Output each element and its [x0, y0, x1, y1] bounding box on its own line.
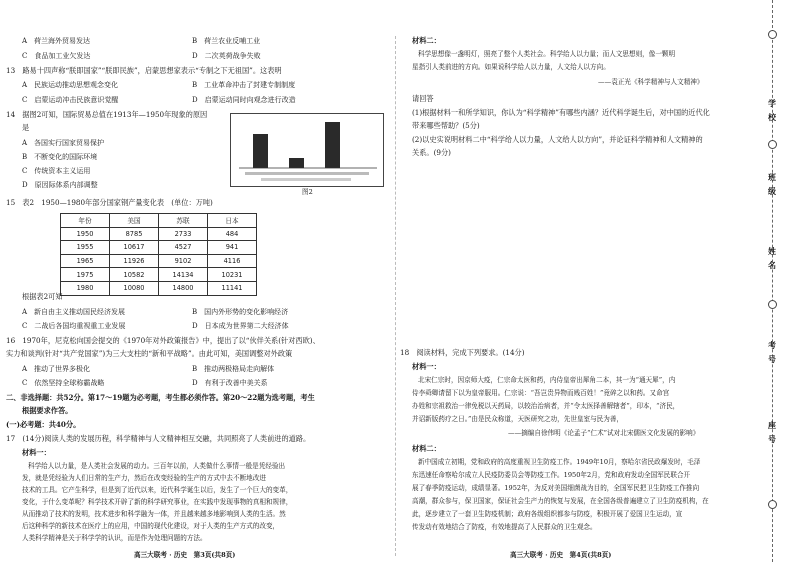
table-cell: 8785	[110, 227, 159, 241]
q18-material-2-line: 高潮，群众参与，保卫国家，保证社会生产力的恢复与发展，在全国各级普遍建立了卫生防疫机构，在	[412, 497, 709, 505]
question-15: 15 表2 1950—1980年部分国家钢产量变化表 (单位：万吨)	[6, 198, 213, 207]
q12-option-d: D 二次英荷战争失败	[192, 52, 261, 60]
figure-2-illegible-labels	[245, 172, 369, 175]
q13-option-d: D 启蒙运动同时向观念进行改造	[192, 96, 296, 104]
figure-2-bar-1	[253, 134, 268, 168]
figure-2-svg	[231, 114, 383, 186]
page-divider	[395, 36, 396, 556]
table-cell: 1950	[61, 227, 110, 241]
binding-label: 座	[768, 420, 776, 430]
q12-option-b: B 荷兰农业反哺工业	[192, 37, 261, 45]
q17-material-1-line: 科学给人以力量，是人类社会发展的动力。三百年以前，人类做什么事情一般是凭经验出	[28, 462, 286, 470]
q18-material-2-line: 传发动有效地结合了防疫，有效地提高了人民群众的卫生观念。	[412, 523, 597, 531]
q17-material-1-line: 发，就是凭经验为人们日常的生产力，然后在改变经验的生产的方式中去不断地改进	[22, 474, 266, 482]
q18-material-1-label: 材料一：	[412, 362, 441, 371]
binding-margin	[752, 0, 794, 562]
steel-table	[60, 213, 257, 296]
q18-material-1-line: 办姓和宗祖救治一律免税以天药局，以较治治病者，并“令太医择善解辖者”，印本，“济民，	[412, 402, 680, 410]
table-cell: 11926	[110, 254, 159, 268]
question-18: 18 阅读材料，完成下列要求。(14分)	[400, 348, 525, 357]
binding-label: 姓	[768, 246, 776, 256]
q12-option-c: C 食品加工业欠发达	[22, 52, 91, 60]
table-cell: 10231	[208, 268, 257, 282]
table-cell: 4527	[159, 241, 208, 255]
q17-ask-2-line1: (2)以史实说明材料二中“科学给人以力量，人文给人以方向”，并论证科学精神和人文精神的	[412, 135, 703, 144]
answer-prompt: 请回答	[412, 94, 434, 103]
q12-option-a: A 荷兰海外贸易发达	[22, 37, 91, 45]
q13-option-b: B 工业革命冲击了封建专制制度	[192, 81, 296, 89]
question-14-line1: 14 据图2可知，国际贸易总值在1913年—1950年现象的原因	[6, 110, 208, 119]
q16-option-a: A 推动了世界多极化	[22, 365, 91, 373]
section-2-heading-line1: 二、非选择题：共52分。第17～19题为必考题，考生都必须作答。第20～22题为选考题，考生	[6, 393, 315, 402]
q18-material-2-line: 展了春季防疫运动，成绩显著。1952年，为反对美国细菌战为目的，全国军民把卫生防疫工作推向	[412, 484, 700, 492]
table-cell: 1975	[61, 268, 110, 282]
table-cell: 10080	[110, 281, 159, 295]
q18-material-2-line: 此，逐步建立了一套卫生防疫机制；政府各级组织都参与防疫，积极开展了爱国卫生运动，宣	[412, 510, 683, 518]
binding-label: 校	[768, 112, 776, 122]
q16-option-c: C 依然坚持全球称霸战略	[22, 379, 105, 387]
question-16-line2: 实力和谈判(针对“共产党国家”)为三大支柱的“新和平战略”。由此可知，美国调整对外政策	[6, 349, 293, 358]
section-2-heading-line2: 根据要求作答。	[22, 406, 73, 415]
q18-material-1-line: 北宋仁宗时，因京师大疫，仁宗命太医和药，内侍皇帝出犀角二本，其一为“通天犀”，内	[418, 376, 676, 384]
binding-label: 考	[768, 340, 776, 350]
q17-material-1-line: 后这种科学的新技术在医疗上的应用，中国的现代化建设，对于人类的生产方式的改变，	[22, 522, 280, 530]
table-cell: 1965	[61, 254, 110, 268]
table-row	[61, 227, 257, 241]
table-cell: 4116	[208, 254, 257, 268]
q14-option-d: D 原因际体系内部调整	[22, 181, 98, 189]
table-header: 苏联	[159, 214, 208, 228]
q15-option-c: C 二战后各国均重视重工业发展	[22, 322, 126, 330]
q15-option-d: D 日本成为世界第二大经济体	[192, 322, 289, 330]
table-cell: 10582	[110, 268, 159, 282]
binding-circle	[768, 30, 777, 39]
binding-label: 名	[768, 260, 776, 270]
q17-material-1-label: 材料一：	[22, 448, 51, 457]
q16-option-d: D 有利于改善中美关系	[192, 379, 268, 387]
q16-option-b: B 推动两极格局走向解体	[192, 365, 275, 373]
binding-circle	[768, 140, 777, 149]
table-row	[61, 254, 257, 268]
binding-label: 号	[768, 434, 776, 444]
q17-material-2-line: 科学思想像一盏明灯，照亮了整个人类社会。科学给人以力量；而人文思想则，像一颗明	[418, 50, 676, 58]
table-header-row	[61, 214, 257, 228]
q18-material-1-line: 侍李舜卿请留下以为皇帝服用。仁宗说：“吾岂贵异物而贱百姓！”竟碎之以和药。又命宫	[412, 389, 670, 397]
q14-option-a: A 各国实行国家贸易保护	[22, 139, 105, 147]
table-cell: 1980	[61, 281, 110, 295]
q18-material-2-line: 新中国成立初期，党和政府的高度重视卫生防疫工作。1949年10月，察哈尔省民政爆发时，毛泽	[418, 458, 701, 466]
left-page	[0, 0, 392, 562]
q14-option-b: B 不断变化的国际环境	[22, 153, 98, 161]
table-header: 年份	[61, 214, 110, 228]
binding-label: 级	[768, 186, 776, 196]
figure-2-bar-2	[289, 158, 304, 168]
binding-label: 班	[768, 172, 776, 182]
binding-circle	[768, 500, 777, 509]
table-cell: 941	[208, 241, 257, 255]
table-header: 日本	[208, 214, 257, 228]
table-row	[61, 241, 257, 255]
q17-material-2-label: 材料二：	[412, 36, 441, 45]
required-heading: (一)必考题：共40分。	[6, 420, 81, 429]
figure-2-bar-3	[325, 122, 340, 168]
binding-line	[772, 0, 773, 562]
figure-2-illegible-caption	[261, 178, 351, 181]
q18-material-2-label: 材料二：	[412, 444, 441, 453]
page-footer-right: 高三大联考 · 历史 第4页(共8页)	[510, 551, 612, 559]
table-cell: 484	[208, 227, 257, 241]
binding-label: 学	[768, 98, 776, 108]
question-17: 17 (14分)阅读人类的发展历程，科学精神与人文精神相互交融，共同照亮了人类前进的道路。	[6, 434, 311, 443]
q15-option-b: B 国内外形势的变化影响经济	[192, 308, 289, 316]
question-14-line2: 是	[22, 123, 30, 132]
binding-label: 号	[768, 354, 776, 364]
q18-material-2-line: 东迅速任命察哈尔成立人民疫防委员会等防疫工作。1950年2月，党和政府发动全国军民联合开	[412, 471, 691, 479]
q17-ask-1-line1: (1)根据材料一和所学知识，你认为“科学精神”有哪些内涵？近代科学诞生后，对中国的近代化	[412, 108, 710, 117]
q17-material-1-line: 技术的工具。它产生科学，但是到了近代以来，近代科学诞生以后，发生了一个巨大的变革，	[22, 486, 293, 494]
q18-material-1-line: 并诏新版药疗之日。”由是民众称道，天医研究之功，先世皇室与民为善，	[412, 415, 624, 423]
q15-option-a: A 新自由主义推动国民经济发展	[22, 308, 126, 316]
table-cell: 2733	[159, 227, 208, 241]
table-cell: 11141	[208, 281, 257, 295]
q17-material-2-source: ——袁正光《科学精神与人文精神》	[598, 78, 704, 86]
table-cell: 14800	[159, 281, 208, 295]
table-cell: 10617	[110, 241, 159, 255]
q14-option-c: C 传统资本主义运用	[22, 167, 91, 175]
q13-option-a: A 民族运动推动思想观念变化	[22, 81, 119, 89]
q15-lead: 根据表2可知	[22, 292, 63, 301]
table-row	[61, 268, 257, 282]
table-cell: 14134	[159, 268, 208, 282]
q17-material-1-line: 从而推动了技术的发明，技术进步和科学融为一体，并且越来越多地影响到人类的生活。然	[22, 510, 286, 518]
q17-material-2-line: 星指引人类前进的方向。如果说科学给人以力量，人文给人以方向。	[412, 63, 610, 71]
question-16-line1: 16 1970年，尼克松向国会提交的《1970年对外政策报告》中，提出了以“伙伴关系(针对西欧)、	[6, 336, 320, 345]
question-13: 13 路易十四声称“朕即国家”“朕即民族”，启蒙思想家表示“专制之下无祖国”。这表明	[6, 66, 282, 75]
figure-2-chart	[230, 113, 384, 187]
table-row	[61, 281, 257, 295]
q17-ask-2-line2: 关系。(9分)	[412, 148, 451, 157]
q17-ask-1-line2: 带来哪些帮助？(5分)	[412, 121, 480, 130]
table-cell: 9102	[159, 254, 208, 268]
right-page	[398, 0, 748, 562]
table-cell: 1955	[61, 241, 110, 255]
q13-option-c: C 启蒙运动冲击民族意识觉醒	[22, 96, 119, 104]
table-header: 美国	[110, 214, 159, 228]
q17-material-1-line: 变化，于什么变革呢？科学技术开辟了新的科学研究事业，在实践中发现事物的真相和规律，	[22, 498, 293, 506]
q18-material-1-source: ——摘编自徐伟明《论孟子“仁术”试对北宋儒医文化发展的影响》	[508, 429, 700, 437]
page-footer-left: 高三大联考 · 历史 第3页(共8页)	[134, 551, 236, 559]
q17-material-1-line: 人类科学精神是关于科学学的认识，而是作为处理问题的方法。	[22, 534, 207, 542]
binding-circle	[768, 300, 777, 309]
figure-2-caption: 图2	[302, 188, 313, 196]
